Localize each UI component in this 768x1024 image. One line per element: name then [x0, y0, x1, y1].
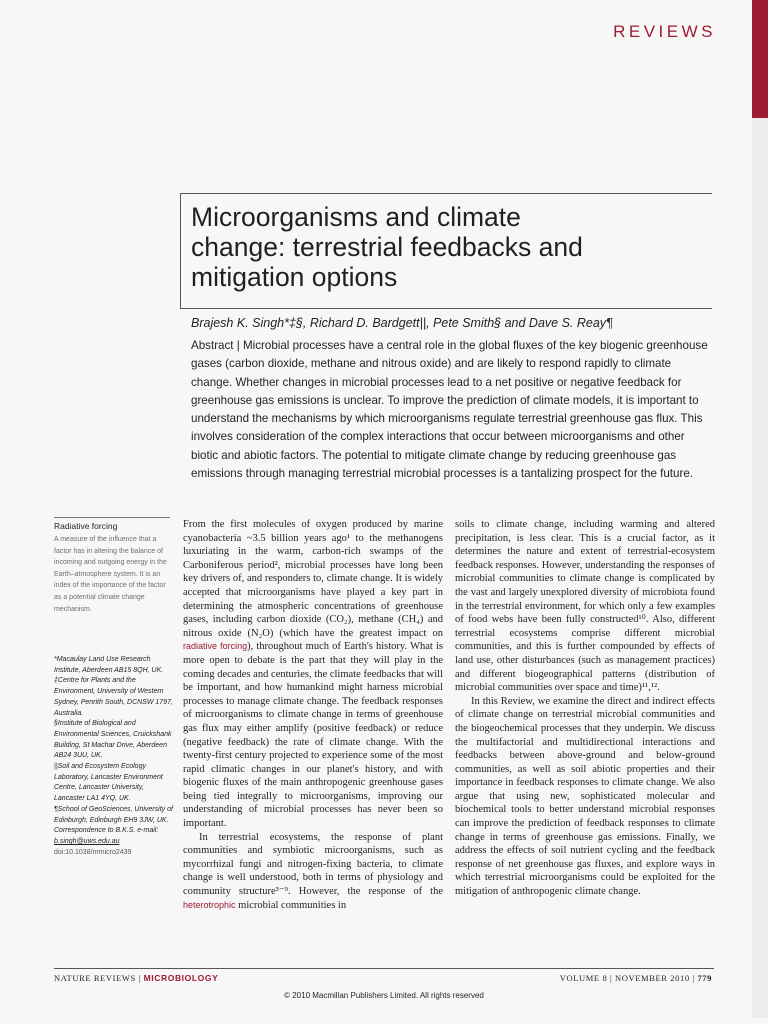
glossary-link-radiative-forcing[interactable]: radiative forcing [183, 641, 248, 652]
section-color-bar [752, 0, 768, 118]
glossary-definition: A measure of the influence that a factor has in altering the balance of incoming and outgoing energy in the Earth–atmosphere system. It is an index of the importance of the factor as a potential climate change mechanism. [54, 536, 167, 613]
affiliation-line: ||Soil and Ecosystem Ecology Laboratory, Lancaster Environment Centre, Lancaster University, Lancaster LA1 4YQ, UK. [54, 763, 163, 803]
text-run: In terrestrial ecosystems, the response of plant communities and symbiotic microorganisms, such as mycorrhizal fungi and nitrogen-fixing bacteria, to climate change is well understood, both in terms of physiology and community structure³⁻⁹. However, the response of the [183, 831, 443, 898]
title-bottom-rule [180, 308, 712, 309]
affiliation-line: §Institute of Biological and Environmental Sciences, Cruickshank Building, St Machar Drive, Aberdeen AB24 3UU, UK. [54, 720, 172, 760]
footer-separator: | [138, 973, 141, 983]
glossary-box [54, 521, 174, 615]
copyright-notice: © 2010 Macmillan Publishers Limited. All rights reserved [284, 991, 484, 1000]
page-edge-strip [752, 118, 768, 1018]
paragraph: In this Review, we examine the direct and indirect effects of climate change on terrestrial microbial communities and the biogeochemical processes that they underpin. We discuss the multifactorial and multidirectional interactions and feedbacks between above-ground and below-ground communities, as well as soil abiotic properties and their importance in feedback responses to climate change. We also argue that using new, sophisticated molecular and biochemical tools to better understand microbial responses can improve the prediction of feedback responses to climate change in terms of greenhouse gas emissions. Finally, we address the effects of soil nutrient cycling and the feedback response of net greenhouse gas fluxes, and explore ways in which terrestrial microorganisms could be exploited for the mitigation of anthropogenic climate change. [455, 695, 715, 898]
footer-journal [54, 973, 218, 983]
doi: doi:10.1038/nrmicro2439 [54, 848, 132, 856]
author-list: Brajesh K. Singh*‡§, Richard D. Bardgett||, Pete Smith§ and Dave S. Reay¶ [191, 316, 613, 330]
page-number: 779 [697, 973, 712, 983]
body-column-1 [183, 518, 443, 912]
affiliation-line: *Macaulay Land Use Research Institute, Aberdeen AB15 8QH, UK. [54, 656, 164, 674]
text-run: microbial communities in [235, 899, 347, 911]
affiliation-line: ‡Centre for Plants and the Environment, University of Western Sydney, Penrith South, DCNSW 1797, Australia. [54, 677, 173, 717]
journal-name: NATURE REVIEWS [54, 973, 136, 983]
affiliations [54, 655, 174, 858]
text-run: ), throughout much of Earth's history. What is more open to debate is the part that they will play in the coming decades and centuries, the climate feedbacks that will be important, and how humankind might harness microbial processes to manage climate change. The feedback responses of microorganisms to climate change in terms of greenhouse gas flux may either amplify (positive feedback) or reduce (negative feedback) the rate of climate change. With the twenty-first century projected to experience some of the most rapid climatic changes in our planet's history, and with biogenic fluxes of the main anthropogenic greenhouse gases being tied integrally to microorganisms, improving our understanding of microbial processes has never been so important. [183, 641, 443, 830]
correspondence-line: Correspondence to B.K.S. e-mail: [54, 827, 159, 835]
section-label: REVIEWS [613, 22, 716, 41]
article-title: Microorganisms and climate change: terrestrial feedbacks and mitigation options [191, 202, 583, 292]
paragraph [183, 831, 443, 913]
footer-rule [54, 968, 714, 969]
glossary-link-heterotrophic[interactable]: heterotrophic [183, 899, 236, 910]
body-column-2 [455, 518, 715, 899]
paragraph [183, 518, 443, 831]
footer-issue [560, 973, 712, 983]
glossary-term: Radiative forcing [54, 521, 118, 531]
title-left-rule [180, 193, 181, 308]
text-run: From the first molecules of oxygen produced by marine cyanobacteria ~3.5 billion years ago¹ to the methanogens luxuriating in the warm, carbon-rich swamps of the Carboniferous period², microbial processes have long been key drivers of, and responders to, climate change. It is widely accepted that microorganisms have played a key part in determining the atmospheric concentrations of greenhouse gases, including carbon dioxide (CO₂), methane (CH₄) and nitrous oxide (N₂O) (which have the greatest impact on [183, 519, 443, 639]
journal-subject: MICROBIOLOGY [143, 973, 219, 983]
paragraph: soils to climate change, including warming and altered precipitation, is less clear. This is a crucial factor, as it determines the nature and extent of terrestrial-ecosystem feedback responses. However, understanding the responses of microbial communities to climate change is complicated by the vast and largely unexplored diversity of microbiota found in the terrestrial environment, for which only a few examples of food webs have been fully constructed¹⁰. Also, different terrestrial ecosystems comprise different microbial communities, and this is further compounded by effects of land use, other disturbances (such as management practices) and different biogeographical patterns (distribution of microbial communities over space and time)¹¹,¹². [455, 519, 715, 694]
title-top-rule [180, 193, 712, 194]
email-link[interactable]: b.singh@uws.edu.au [54, 837, 120, 845]
glossary-rule [54, 517, 170, 518]
affiliation-line: ¶School of GeoSciences, University of Edinburgh, Edinburgh EH9 3JW, UK. [54, 805, 173, 824]
issue-info: VOLUME 8 | NOVEMBER 2010 | [559, 973, 695, 983]
abstract: Abstract | Microbial processes have a central role in the global fluxes of the key biogenic greenhouse gases (carbon dioxide, methane and nitrous oxide) and are likely to respond rapidly to climate change. Whether changes in microbial processes lead to a net positive or negative feedback for greenhouse gas emissions is unclear. To improve the prediction of climate models, it is important to understand the mechanisms by which microorganisms regulate terrestrial greenhouse gas flux. This involves consideration of the complex interactions that occur between microorganisms and other biotic and abiotic factors. The potential to mitigate climate change by reducing greenhouse gas emissions through managing terrestrial microbial processes is a tantalizing prospect for the future. [191, 339, 708, 481]
